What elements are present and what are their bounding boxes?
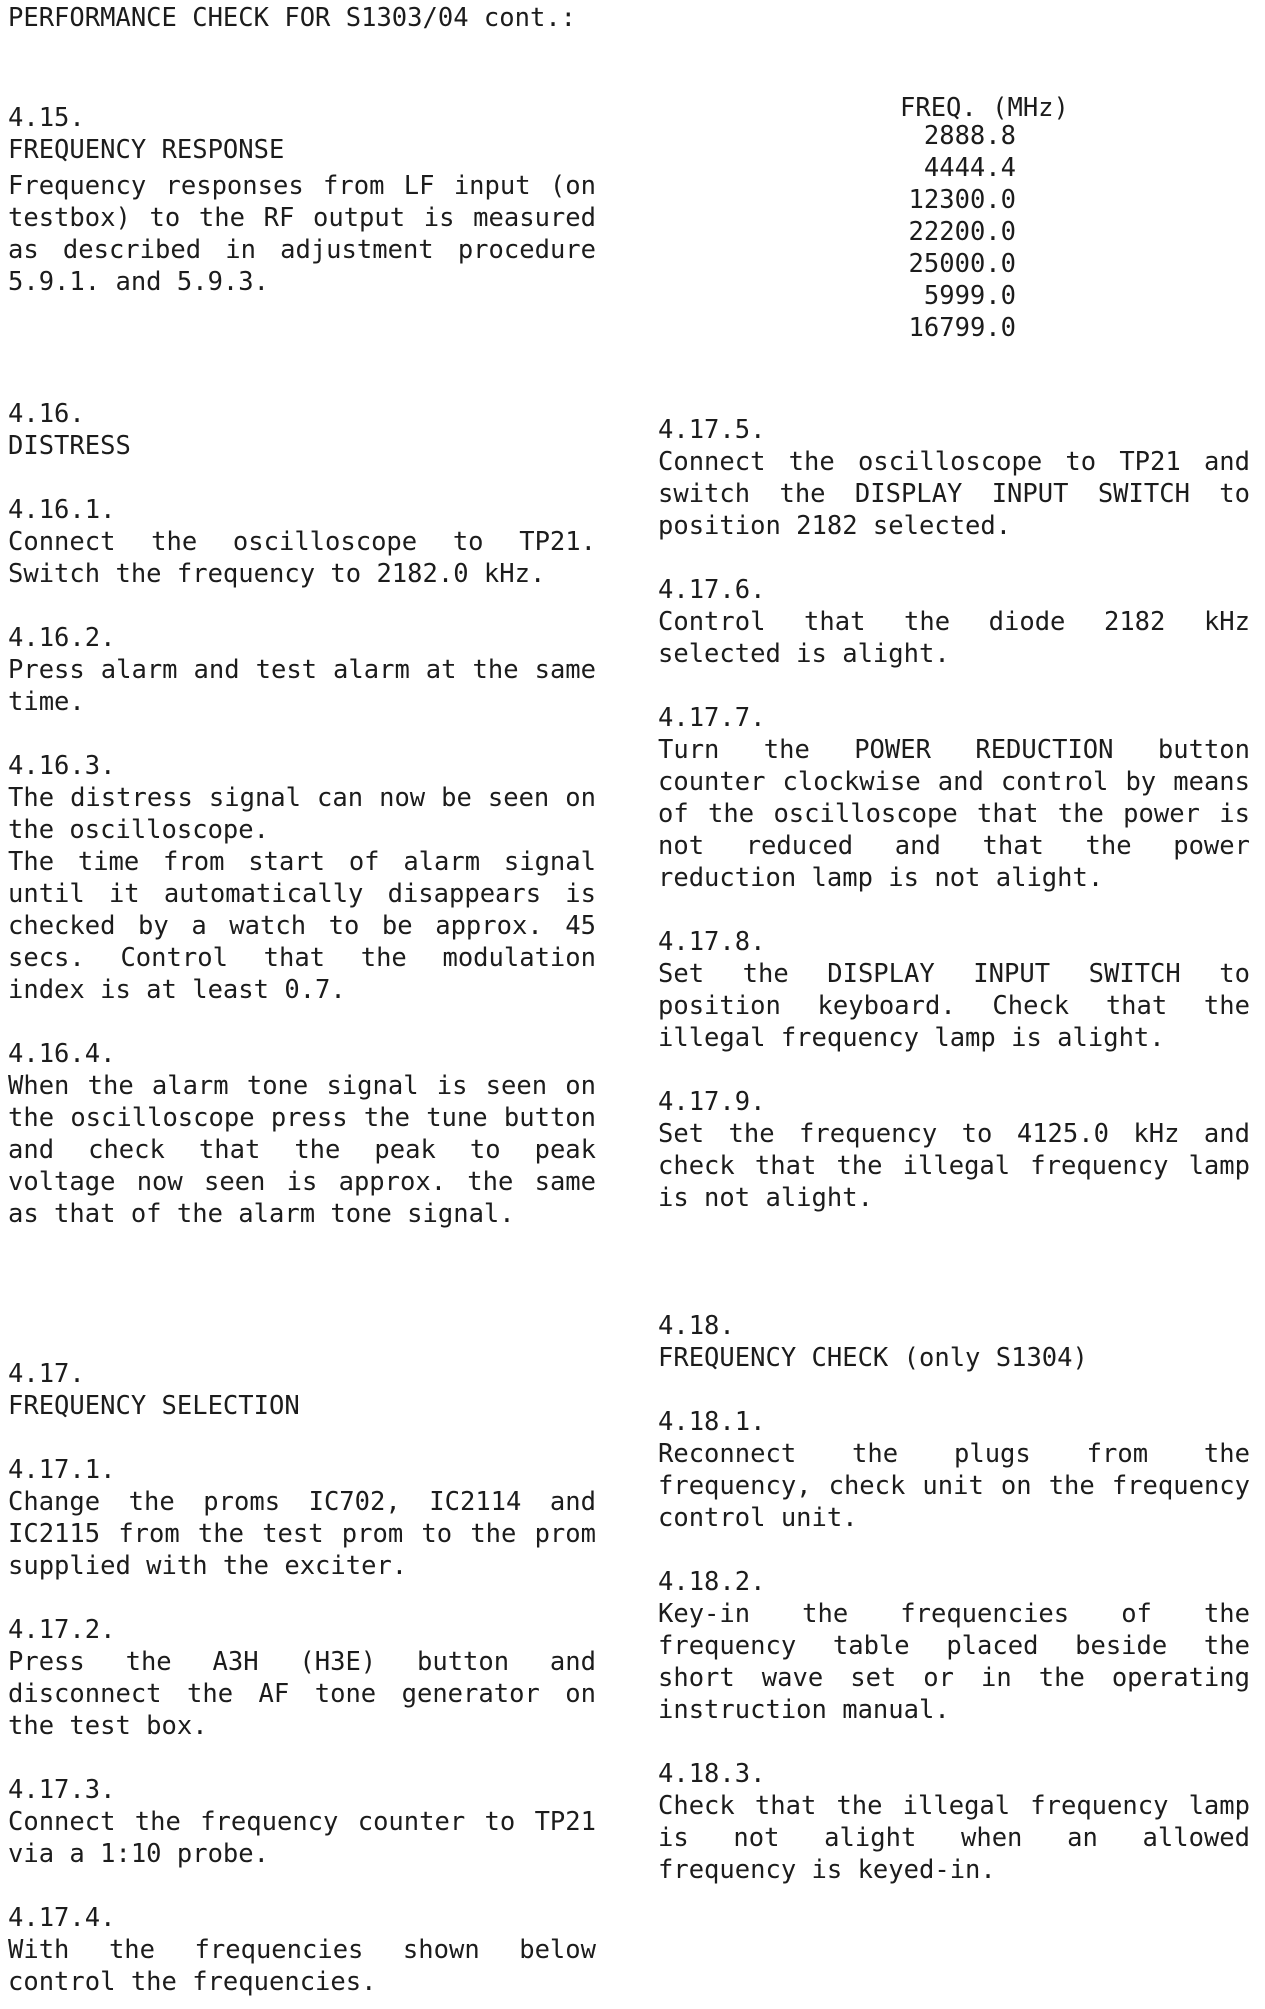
freq-value: 5999.0 [923, 281, 1016, 311]
section-4-17-9 [658, 1086, 1250, 1214]
section-4-16 [8, 398, 596, 462]
section-4-16-1 [8, 494, 596, 590]
section-text: Connect the frequency counter to TP21 via a 1:10 probe. [8, 1807, 596, 1869]
section-text: Set the frequency to 4125.0 kHz and check that the illegal frequency lamp is not alight. [658, 1119, 1250, 1213]
freq-value: 25000.0 [908, 249, 1016, 279]
section-title: FREQUENCY SELECTION [8, 1391, 300, 1421]
section-4-17-2 [8, 1614, 596, 1742]
section-text: Control that the diode 2182 kHz selected is alight. [658, 607, 1250, 669]
freq-table [900, 120, 1016, 344]
section-text: Press the A3H (H3E) button and disconnect the AF tone generator on the test box. [8, 1647, 596, 1741]
section-number: 4.18.3. [658, 1759, 766, 1789]
freq-value: 4444.4 [923, 153, 1016, 183]
section-number: 4.16.3. [8, 751, 116, 781]
section-4-17 [8, 1358, 596, 1422]
section-text: When the alarm tone signal is seen on the oscilloscope press the tune button and check that the peak to peak voltage now seen is approx. the same as that of the alarm tone signal. [8, 1071, 596, 1229]
section-title: FREQUENCY RESPONSE [8, 135, 285, 165]
section-text: Check that the illegal frequency lamp is not alight when an allowed frequency is keyed-in. [658, 1791, 1250, 1885]
section-number: 4.16.2. [8, 623, 116, 653]
section-number: 4.16.4. [8, 1039, 116, 1069]
section-4-17-1 [8, 1454, 596, 1582]
section-number: 4.17. [8, 1359, 85, 1389]
section-text: Connect the oscilloscope to TP21 and switch the DISPLAY INPUT SWITCH to position 2182 selected. [658, 447, 1250, 541]
section-number: 4.17.1. [8, 1455, 116, 1485]
section-number: 4.18.1. [658, 1407, 766, 1437]
section-number: 4.17.8. [658, 927, 766, 957]
section-4-18-2 [658, 1566, 1250, 1726]
section-4-16-2 [8, 622, 596, 718]
freq-value: 2888.8 [923, 121, 1016, 151]
section-4-17-6 [658, 574, 1250, 670]
section-number: 4.17.7. [658, 703, 766, 733]
section-text: The time from start of alarm signal until it automatically disappears is checked by a watch to be approx. 45 secs. Control that the modulation index is at least 0.7. [8, 847, 596, 1005]
section-text: Frequency responses from LF input (on testbox) to the RF output is measured as described in adjustment procedure 5.9.1. and 5.9.3. [8, 171, 596, 297]
section-text: Press alarm and test alarm at the same time. [8, 655, 596, 717]
section-title: DISTRESS [8, 431, 131, 461]
freq-table-heading: FREQ. (MHz) [900, 93, 1069, 123]
freq-value: 12300.0 [908, 185, 1016, 215]
section-4-16-4 [8, 1038, 596, 1230]
section-text: With the frequencies shown below control the frequencies. [8, 1935, 596, 1997]
section-4-15 [8, 102, 596, 298]
section-4-18-3 [658, 1758, 1250, 1886]
section-text: Set the DISPLAY INPUT SWITCH to position keyboard. Check that the illegal frequency lamp is alight. [658, 959, 1250, 1053]
section-4-17-7 [658, 702, 1250, 894]
section-4-18-1 [658, 1406, 1250, 1534]
section-number: 4.18. [658, 1311, 735, 1341]
section-4-16-3 [8, 750, 596, 1006]
section-number: 4.17.5. [658, 415, 766, 445]
section-number: 4.16. [8, 399, 85, 429]
section-text: Change the proms IC702, IC2114 and IC2115 from the test prom to the prom supplied with the exciter. [8, 1487, 596, 1581]
section-text: Reconnect the plugs from the frequency, check unit on the frequency control unit. [658, 1439, 1250, 1533]
section-number: 4.15. [8, 103, 85, 133]
freq-value: 16799.0 [908, 313, 1016, 343]
section-4-17-3 [8, 1774, 596, 1870]
section-number: 4.18.2. [658, 1567, 766, 1597]
section-4-18 [658, 1310, 1250, 1374]
section-number: 4.17.6. [658, 575, 766, 605]
section-text: The distress signal can now be seen on the oscilloscope. [8, 783, 596, 845]
section-4-17-8 [658, 926, 1250, 1054]
section-number: 4.17.2. [8, 1615, 116, 1645]
section-text: Connect the oscilloscope to TP21. Switch the frequency to 2182.0 kHz. [8, 527, 596, 589]
section-text: Turn the POWER REDUCTION button counter clockwise and control by means of the oscilloscope that the power is not reduced and that the power reduction lamp is not alight. [658, 735, 1250, 893]
page-title: PERFORMANCE CHECK FOR S1303/04 cont.: [8, 3, 577, 33]
section-number: 4.17.4. [8, 1903, 116, 1933]
section-number: 4.17.3. [8, 1775, 116, 1805]
freq-value: 22200.0 [908, 217, 1016, 247]
section-title: FREQUENCY CHECK (only S1304) [658, 1343, 1088, 1373]
section-text: Key-in the frequencies of the frequency table placed beside the short wave set or in the operating instruction manual. [658, 1599, 1250, 1725]
section-4-17-4 [8, 1902, 596, 1998]
section-number: 4.16.1. [8, 495, 116, 525]
section-number: 4.17.9. [658, 1087, 766, 1117]
section-4-17-5 [658, 414, 1250, 542]
